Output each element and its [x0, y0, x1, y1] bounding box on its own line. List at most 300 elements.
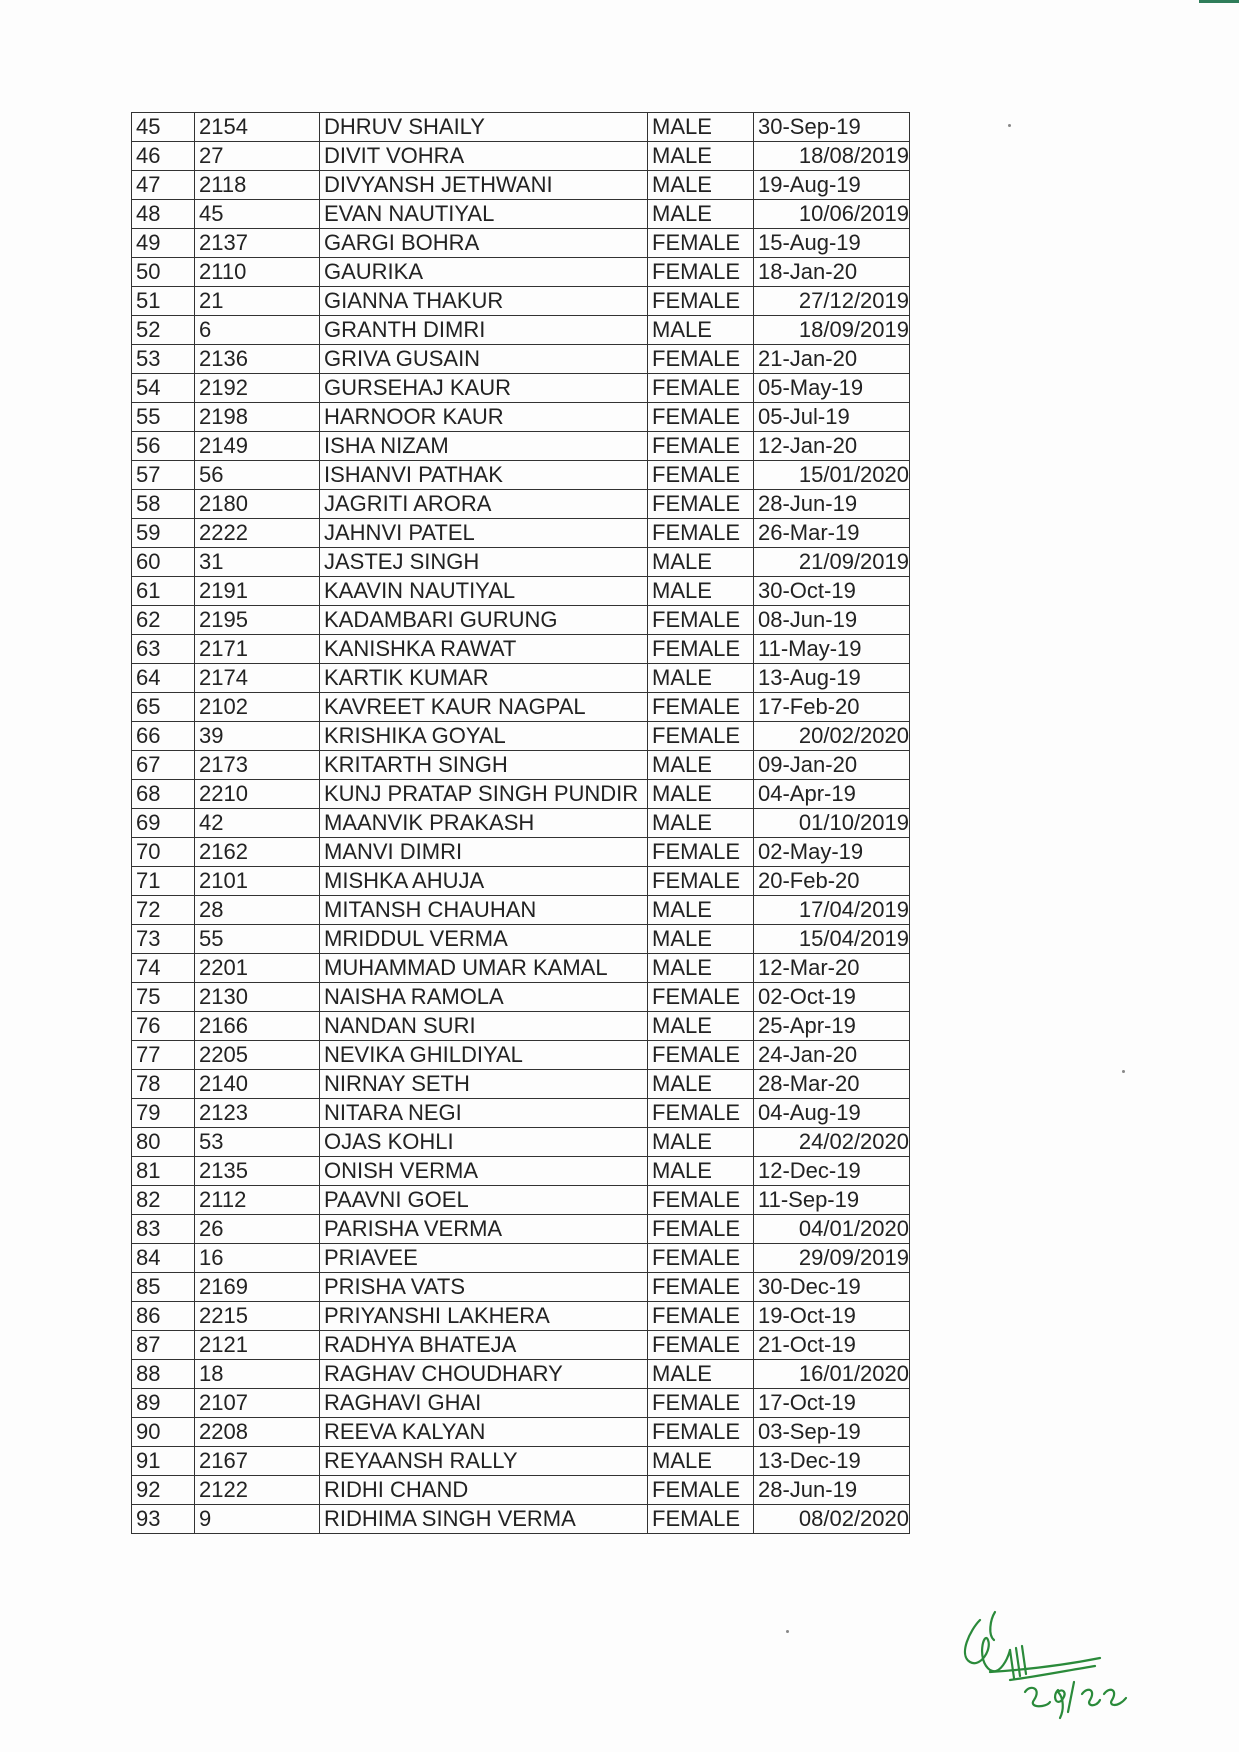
student-name-cell: DHRUV SHAILY	[320, 113, 648, 142]
serial-number-cell: 70	[132, 838, 195, 867]
admission-number-cell: 53	[195, 1128, 320, 1157]
admission-number-cell: 2136	[195, 345, 320, 374]
date-of-birth-cell: 26-Mar-19	[754, 519, 910, 548]
table-row	[132, 519, 910, 548]
serial-number-cell: 63	[132, 635, 195, 664]
student-name-cell: NAISHA RAMOLA	[320, 983, 648, 1012]
date-of-birth-cell: 02-Oct-19	[754, 983, 910, 1012]
admission-number-cell: 2123	[195, 1099, 320, 1128]
date-of-birth-cell: 04/01/2020	[754, 1215, 910, 1244]
table-row	[132, 490, 910, 519]
student-name-cell: RAGHAVI GHAI	[320, 1389, 648, 1418]
date-of-birth-cell: 08/02/2020	[754, 1505, 910, 1534]
table-row	[132, 1389, 910, 1418]
table-row	[132, 1186, 910, 1215]
gender-cell: FEMALE	[648, 1099, 754, 1128]
date-of-birth-cell: 17/04/2019	[754, 896, 910, 925]
serial-number-cell: 78	[132, 1070, 195, 1099]
serial-number-cell: 50	[132, 258, 195, 287]
serial-number-cell: 75	[132, 983, 195, 1012]
gender-cell: MALE	[648, 925, 754, 954]
admission-number-cell: 2140	[195, 1070, 320, 1099]
table-row	[132, 925, 910, 954]
table-row	[132, 1447, 910, 1476]
gender-cell: FEMALE	[648, 432, 754, 461]
admission-number-cell: 2195	[195, 606, 320, 635]
date-of-birth-cell: 29/09/2019	[754, 1244, 910, 1273]
date-of-birth-cell: 24/02/2020	[754, 1128, 910, 1157]
serial-number-cell: 80	[132, 1128, 195, 1157]
student-roster-table	[131, 112, 910, 1534]
table-row	[132, 461, 910, 490]
gender-cell: MALE	[648, 954, 754, 983]
date-of-birth-cell: 21-Jan-20	[754, 345, 910, 374]
date-of-birth-cell: 18/08/2019	[754, 142, 910, 171]
admission-number-cell: 31	[195, 548, 320, 577]
gender-cell: FEMALE	[648, 229, 754, 258]
admission-number-cell: 6	[195, 316, 320, 345]
date-of-birth-cell: 13-Aug-19	[754, 664, 910, 693]
student-name-cell: JASTEJ SINGH	[320, 548, 648, 577]
student-name-cell: RAGHAV CHOUDHARY	[320, 1360, 648, 1389]
serial-number-cell: 52	[132, 316, 195, 345]
table-row	[132, 1331, 910, 1360]
student-name-cell: REEVA KALYAN	[320, 1418, 648, 1447]
serial-number-cell: 74	[132, 954, 195, 983]
gender-cell: MALE	[648, 577, 754, 606]
table-row	[132, 780, 910, 809]
gender-cell: FEMALE	[648, 1244, 754, 1273]
serial-number-cell: 47	[132, 171, 195, 200]
date-of-birth-cell: 17-Feb-20	[754, 693, 910, 722]
gender-cell: FEMALE	[648, 1389, 754, 1418]
admission-number-cell: 2191	[195, 577, 320, 606]
serial-number-cell: 64	[132, 664, 195, 693]
student-name-cell: GIANNA THAKUR	[320, 287, 648, 316]
admission-number-cell: 2121	[195, 1331, 320, 1360]
gender-cell: FEMALE	[648, 838, 754, 867]
table-row	[132, 287, 910, 316]
date-of-birth-cell: 08-Jun-19	[754, 606, 910, 635]
student-name-cell: NITARA NEGI	[320, 1099, 648, 1128]
table-row	[132, 345, 910, 374]
table-row	[132, 1157, 910, 1186]
table-row	[132, 722, 910, 751]
admission-number-cell: 2166	[195, 1012, 320, 1041]
serial-number-cell: 51	[132, 287, 195, 316]
gender-cell: MALE	[648, 142, 754, 171]
serial-number-cell: 53	[132, 345, 195, 374]
admission-number-cell: 18	[195, 1360, 320, 1389]
table-row	[132, 200, 910, 229]
date-of-birth-cell: 18/09/2019	[754, 316, 910, 345]
admission-number-cell: 2149	[195, 432, 320, 461]
gender-cell: FEMALE	[648, 1505, 754, 1534]
table-row	[132, 693, 910, 722]
serial-number-cell: 82	[132, 1186, 195, 1215]
admission-number-cell: 2101	[195, 867, 320, 896]
admission-number-cell: 2122	[195, 1476, 320, 1505]
admission-number-cell: 2135	[195, 1157, 320, 1186]
serial-number-cell: 68	[132, 780, 195, 809]
gender-cell: FEMALE	[648, 635, 754, 664]
student-name-cell: KADAMBARI GURUNG	[320, 606, 648, 635]
table-row	[132, 838, 910, 867]
gender-cell: MALE	[648, 1157, 754, 1186]
admission-number-cell: 2201	[195, 954, 320, 983]
student-name-cell: RIDHI CHAND	[320, 1476, 648, 1505]
table-row	[132, 635, 910, 664]
admission-number-cell: 21	[195, 287, 320, 316]
gender-cell: FEMALE	[648, 606, 754, 635]
admission-number-cell: 16	[195, 1244, 320, 1273]
table-row	[132, 1070, 910, 1099]
date-of-birth-cell: 12-Jan-20	[754, 432, 910, 461]
date-of-birth-cell: 16/01/2020	[754, 1360, 910, 1389]
table-row	[132, 664, 910, 693]
serial-number-cell: 93	[132, 1505, 195, 1534]
table-row	[132, 403, 910, 432]
table-row	[132, 896, 910, 925]
date-of-birth-cell: 10/06/2019	[754, 200, 910, 229]
student-name-cell: PRIYANSHI LAKHERA	[320, 1302, 648, 1331]
gender-cell: MALE	[648, 896, 754, 925]
gender-cell: FEMALE	[648, 983, 754, 1012]
date-of-birth-cell: 11-May-19	[754, 635, 910, 664]
gender-cell: FEMALE	[648, 1041, 754, 1070]
gender-cell: FEMALE	[648, 1418, 754, 1447]
gender-cell: FEMALE	[648, 1186, 754, 1215]
gender-cell: FEMALE	[648, 1331, 754, 1360]
roster-body	[132, 113, 910, 1534]
student-name-cell: MANVI DIMRI	[320, 838, 648, 867]
table-row	[132, 1360, 910, 1389]
gender-cell: MALE	[648, 113, 754, 142]
serial-number-cell: 58	[132, 490, 195, 519]
table-row	[132, 983, 910, 1012]
date-of-birth-cell: 28-Jun-19	[754, 490, 910, 519]
student-name-cell: EVAN NAUTIYAL	[320, 200, 648, 229]
serial-number-cell: 76	[132, 1012, 195, 1041]
student-name-cell: MUHAMMAD UMAR KAMAL	[320, 954, 648, 983]
date-of-birth-cell: 04-Aug-19	[754, 1099, 910, 1128]
student-name-cell: JAGRITI ARORA	[320, 490, 648, 519]
admission-number-cell: 2130	[195, 983, 320, 1012]
serial-number-cell: 45	[132, 113, 195, 142]
scan-speck	[1122, 1070, 1125, 1073]
date-of-birth-cell: 12-Dec-19	[754, 1157, 910, 1186]
serial-number-cell: 67	[132, 751, 195, 780]
date-of-birth-cell: 20-Feb-20	[754, 867, 910, 896]
student-name-cell: JAHNVI PATEL	[320, 519, 648, 548]
serial-number-cell: 59	[132, 519, 195, 548]
admission-number-cell: 2174	[195, 664, 320, 693]
student-name-cell: OJAS KOHLI	[320, 1128, 648, 1157]
table-row	[132, 1215, 910, 1244]
admission-number-cell: 2180	[195, 490, 320, 519]
gender-cell: FEMALE	[648, 1476, 754, 1505]
student-name-cell: KANISHKA RAWAT	[320, 635, 648, 664]
student-name-cell: RADHYA BHATEJA	[320, 1331, 648, 1360]
table-row	[132, 229, 910, 258]
table-row	[132, 577, 910, 606]
gender-cell: MALE	[648, 171, 754, 200]
table-row	[132, 1012, 910, 1041]
student-name-cell: GARGI BOHRA	[320, 229, 648, 258]
date-of-birth-cell: 02-May-19	[754, 838, 910, 867]
serial-number-cell: 60	[132, 548, 195, 577]
table-row	[132, 142, 910, 171]
student-name-cell: PRIAVEE	[320, 1244, 648, 1273]
gender-cell: MALE	[648, 780, 754, 809]
gender-cell: FEMALE	[648, 374, 754, 403]
admission-number-cell: 2192	[195, 374, 320, 403]
table-row	[132, 171, 910, 200]
handwritten-signature	[950, 1600, 1140, 1730]
admission-number-cell: 2112	[195, 1186, 320, 1215]
admission-number-cell: 28	[195, 896, 320, 925]
table-row	[132, 1041, 910, 1070]
table-row	[132, 258, 910, 287]
table-row	[132, 954, 910, 983]
serial-number-cell: 61	[132, 577, 195, 606]
table-row	[132, 606, 910, 635]
admission-number-cell: 42	[195, 809, 320, 838]
date-of-birth-cell: 25-Apr-19	[754, 1012, 910, 1041]
scan-speck	[786, 1630, 789, 1633]
table-row	[132, 1244, 910, 1273]
date-of-birth-cell: 30-Oct-19	[754, 577, 910, 606]
table-row	[132, 1505, 910, 1534]
serial-number-cell: 87	[132, 1331, 195, 1360]
student-name-cell: PAAVNI GOEL	[320, 1186, 648, 1215]
gender-cell: MALE	[648, 316, 754, 345]
admission-number-cell: 9	[195, 1505, 320, 1534]
date-of-birth-cell: 20/02/2020	[754, 722, 910, 751]
student-name-cell: PARISHA VERMA	[320, 1215, 648, 1244]
admission-number-cell: 2110	[195, 258, 320, 287]
student-name-cell: KRISHIKA GOYAL	[320, 722, 648, 751]
table-row	[132, 113, 910, 142]
serial-number-cell: 54	[132, 374, 195, 403]
table-row	[132, 1099, 910, 1128]
scan-edge-mark	[1199, 0, 1239, 3]
date-of-birth-cell: 30-Dec-19	[754, 1273, 910, 1302]
student-name-cell: GAURIKA	[320, 258, 648, 287]
student-name-cell: MAANVIK PRAKASH	[320, 809, 648, 838]
student-name-cell: MISHKA AHUJA	[320, 867, 648, 896]
admission-number-cell: 55	[195, 925, 320, 954]
serial-number-cell: 83	[132, 1215, 195, 1244]
serial-number-cell: 72	[132, 896, 195, 925]
gender-cell: MALE	[648, 548, 754, 577]
admission-number-cell: 2222	[195, 519, 320, 548]
table-row	[132, 1273, 910, 1302]
admission-number-cell: 2171	[195, 635, 320, 664]
student-name-cell: DIVIT VOHRA	[320, 142, 648, 171]
table-row	[132, 548, 910, 577]
serial-number-cell: 90	[132, 1418, 195, 1447]
gender-cell: MALE	[648, 200, 754, 229]
admission-number-cell: 2162	[195, 838, 320, 867]
gender-cell: FEMALE	[648, 519, 754, 548]
student-name-cell: NEVIKA GHILDIYAL	[320, 1041, 648, 1070]
date-of-birth-cell: 28-Jun-19	[754, 1476, 910, 1505]
gender-cell: MALE	[648, 1447, 754, 1476]
date-of-birth-cell: 17-Oct-19	[754, 1389, 910, 1418]
student-name-cell: GRANTH DIMRI	[320, 316, 648, 345]
serial-number-cell: 86	[132, 1302, 195, 1331]
student-name-cell: GURSEHAJ KAUR	[320, 374, 648, 403]
date-of-birth-cell: 05-Jul-19	[754, 403, 910, 432]
admission-number-cell: 2205	[195, 1041, 320, 1070]
serial-number-cell: 91	[132, 1447, 195, 1476]
serial-number-cell: 56	[132, 432, 195, 461]
admission-number-cell: 56	[195, 461, 320, 490]
scan-speck	[1008, 124, 1011, 127]
serial-number-cell: 49	[132, 229, 195, 258]
date-of-birth-cell: 19-Oct-19	[754, 1302, 910, 1331]
serial-number-cell: 57	[132, 461, 195, 490]
student-name-cell: ISHANVI PATHAK	[320, 461, 648, 490]
signature-scribble	[950, 1600, 1140, 1730]
gender-cell: FEMALE	[648, 1215, 754, 1244]
admission-number-cell: 2210	[195, 780, 320, 809]
date-of-birth-cell: 03-Sep-19	[754, 1418, 910, 1447]
admission-number-cell: 39	[195, 722, 320, 751]
serial-number-cell: 81	[132, 1157, 195, 1186]
serial-number-cell: 88	[132, 1360, 195, 1389]
admission-number-cell: 2107	[195, 1389, 320, 1418]
admission-number-cell: 2208	[195, 1418, 320, 1447]
serial-number-cell: 92	[132, 1476, 195, 1505]
serial-number-cell: 48	[132, 200, 195, 229]
table-row	[132, 1418, 910, 1447]
date-of-birth-cell: 09-Jan-20	[754, 751, 910, 780]
admission-number-cell: 2118	[195, 171, 320, 200]
date-of-birth-cell: 12-Mar-20	[754, 954, 910, 983]
student-name-cell: KRITARTH SINGH	[320, 751, 648, 780]
gender-cell: FEMALE	[648, 403, 754, 432]
student-name-cell: ISHA NIZAM	[320, 432, 648, 461]
gender-cell: MALE	[648, 1012, 754, 1041]
serial-number-cell: 69	[132, 809, 195, 838]
date-of-birth-cell: 28-Mar-20	[754, 1070, 910, 1099]
table-row	[132, 1302, 910, 1331]
serial-number-cell: 84	[132, 1244, 195, 1273]
serial-number-cell: 71	[132, 867, 195, 896]
date-of-birth-cell: 15-Aug-19	[754, 229, 910, 258]
date-of-birth-cell: 15/01/2020	[754, 461, 910, 490]
gender-cell: MALE	[648, 809, 754, 838]
gender-cell: MALE	[648, 1360, 754, 1389]
gender-cell: FEMALE	[648, 258, 754, 287]
date-of-birth-cell: 01/10/2019	[754, 809, 910, 838]
admission-number-cell: 26	[195, 1215, 320, 1244]
table-row	[132, 867, 910, 896]
student-name-cell: KAVREET KAUR NAGPAL	[320, 693, 648, 722]
admission-number-cell: 45	[195, 200, 320, 229]
admission-number-cell: 2198	[195, 403, 320, 432]
gender-cell: FEMALE	[648, 722, 754, 751]
gender-cell: MALE	[648, 751, 754, 780]
date-of-birth-cell: 30-Sep-19	[754, 113, 910, 142]
admission-number-cell: 2102	[195, 693, 320, 722]
admission-number-cell: 2137	[195, 229, 320, 258]
admission-number-cell: 2167	[195, 1447, 320, 1476]
gender-cell: FEMALE	[648, 1302, 754, 1331]
table-row	[132, 1476, 910, 1505]
student-name-cell: KAAVIN NAUTIYAL	[320, 577, 648, 606]
date-of-birth-cell: 13-Dec-19	[754, 1447, 910, 1476]
admission-number-cell: 27	[195, 142, 320, 171]
admission-number-cell: 2154	[195, 113, 320, 142]
admission-number-cell: 2169	[195, 1273, 320, 1302]
date-of-birth-cell: 18-Jan-20	[754, 258, 910, 287]
date-of-birth-cell: 27/12/2019	[754, 287, 910, 316]
student-name-cell: MITANSH CHAUHAN	[320, 896, 648, 925]
table-row	[132, 374, 910, 403]
student-name-cell: KARTIK KUMAR	[320, 664, 648, 693]
date-of-birth-cell: 04-Apr-19	[754, 780, 910, 809]
serial-number-cell: 65	[132, 693, 195, 722]
student-name-cell: RIDHIMA SINGH VERMA	[320, 1505, 648, 1534]
gender-cell: FEMALE	[648, 1273, 754, 1302]
student-name-cell: DIVYANSH JETHWANI	[320, 171, 648, 200]
serial-number-cell: 66	[132, 722, 195, 751]
date-of-birth-cell: 19-Aug-19	[754, 171, 910, 200]
serial-number-cell: 46	[132, 142, 195, 171]
gender-cell: MALE	[648, 664, 754, 693]
table-row	[132, 316, 910, 345]
student-name-cell: PRISHA VATS	[320, 1273, 648, 1302]
date-of-birth-cell: 21/09/2019	[754, 548, 910, 577]
serial-number-cell: 73	[132, 925, 195, 954]
gender-cell: MALE	[648, 1070, 754, 1099]
student-name-cell: HARNOOR KAUR	[320, 403, 648, 432]
admission-number-cell: 2173	[195, 751, 320, 780]
serial-number-cell: 55	[132, 403, 195, 432]
student-name-cell: NIRNAY SETH	[320, 1070, 648, 1099]
student-name-cell: GRIVA GUSAIN	[320, 345, 648, 374]
table-row	[132, 432, 910, 461]
admission-number-cell: 2215	[195, 1302, 320, 1331]
date-of-birth-cell: 11-Sep-19	[754, 1186, 910, 1215]
date-of-birth-cell: 05-May-19	[754, 374, 910, 403]
table-row	[132, 1128, 910, 1157]
gender-cell: FEMALE	[648, 461, 754, 490]
date-of-birth-cell: 21-Oct-19	[754, 1331, 910, 1360]
student-name-cell: MRIDDUL VERMA	[320, 925, 648, 954]
serial-number-cell: 79	[132, 1099, 195, 1128]
serial-number-cell: 89	[132, 1389, 195, 1418]
table-row	[132, 809, 910, 838]
table-row	[132, 751, 910, 780]
serial-number-cell: 62	[132, 606, 195, 635]
serial-number-cell: 85	[132, 1273, 195, 1302]
student-name-cell: ONISH VERMA	[320, 1157, 648, 1186]
student-name-cell: REYAANSH RALLY	[320, 1447, 648, 1476]
gender-cell: MALE	[648, 1128, 754, 1157]
serial-number-cell: 77	[132, 1041, 195, 1070]
date-of-birth-cell: 24-Jan-20	[754, 1041, 910, 1070]
date-of-birth-cell: 15/04/2019	[754, 925, 910, 954]
gender-cell: FEMALE	[648, 287, 754, 316]
gender-cell: FEMALE	[648, 345, 754, 374]
gender-cell: FEMALE	[648, 490, 754, 519]
student-name-cell: KUNJ PRATAP SINGH PUNDIR	[320, 780, 648, 809]
gender-cell: FEMALE	[648, 693, 754, 722]
